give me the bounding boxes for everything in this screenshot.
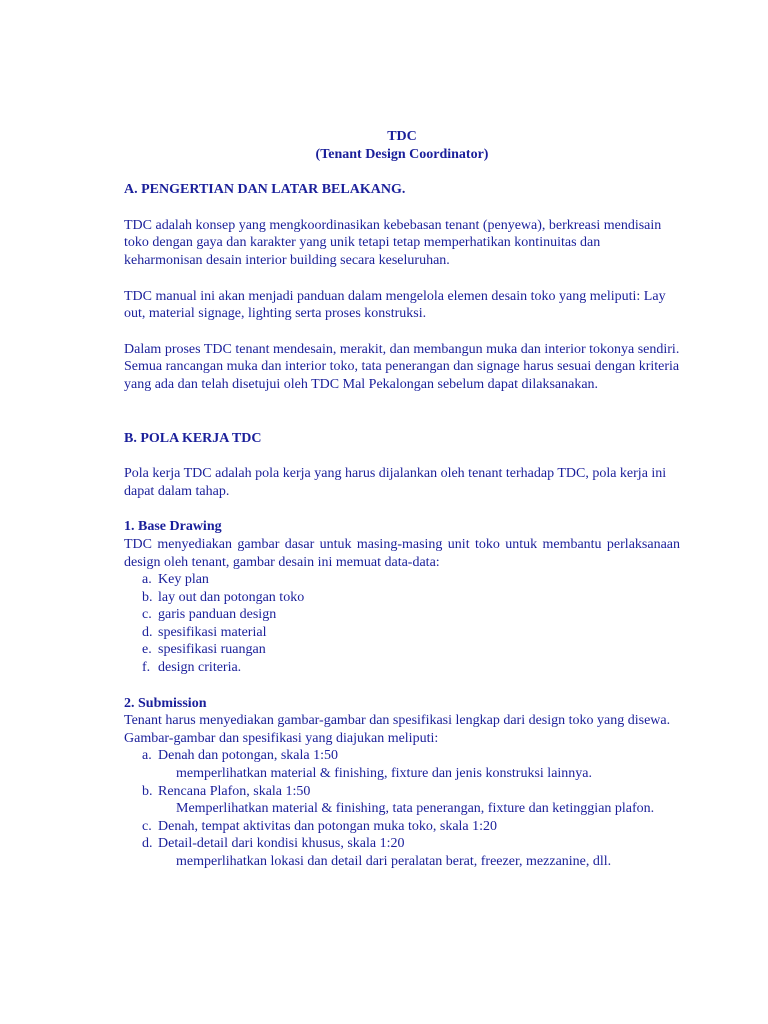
list-item-detail: memperlihatkan lokasi dan detail dari peralatan berat, freezer, mezzanine, dll. bbox=[176, 854, 612, 869]
base-drawing-text: TDC menyediakan gambar dasar untuk masing-masing unit toko untuk membantu perlaksanaan design oleh tenant, gambar desain ini memuat data-data: bbox=[124, 536, 680, 570]
document-body bbox=[124, 128, 680, 871]
list-marker: d. bbox=[142, 624, 153, 640]
list-marker: d. bbox=[142, 836, 153, 852]
list-item bbox=[142, 571, 680, 589]
list-item bbox=[142, 589, 680, 607]
submission-list bbox=[124, 747, 680, 870]
submission-heading: 2. Submission bbox=[124, 695, 207, 711]
list-item-detail: Memperlihatkan material & finishing, tata penerangan, fixture dan ketinggian plafon. bbox=[176, 801, 655, 817]
section-b-heading: B. POLA KERJA TDC bbox=[124, 430, 262, 446]
list-item-text: Key plan bbox=[158, 572, 209, 588]
list-item bbox=[142, 818, 680, 836]
list-marker: f. bbox=[142, 660, 151, 676]
section-a-para-1: TDC adalah konsep yang mengkoordinasikan kebebasan tenant (penyewa), berkreasi mendisain toko dengan gaya dan karakter yang unik tetapi tetap memperhatikan kontinuitas dan keharmonisan desain interior building secara keseluruhan. bbox=[124, 217, 662, 268]
list-item-text: lay out dan potongan toko bbox=[158, 589, 305, 605]
list-item-text: spesifikasi material bbox=[158, 624, 267, 640]
list-item-text: Rencana Plafon, skala 1:50 bbox=[158, 783, 311, 799]
list-item bbox=[142, 659, 680, 677]
list-item bbox=[142, 783, 680, 801]
list-item-text: spesifikasi ruangan bbox=[158, 642, 266, 658]
list-marker: b. bbox=[142, 589, 153, 605]
list-item bbox=[142, 747, 680, 765]
list-item-text: Denah, tempat aktivitas dan potongan muka toko, skala 1:20 bbox=[158, 818, 498, 834]
section-b-intro: Pola kerja TDC adalah pola kerja yang harus dijalankan oleh tenant terhadap TDC, pola kerja ini dapat dalam tahap. bbox=[124, 466, 667, 499]
base-drawing-list bbox=[124, 571, 680, 677]
list-marker: b. bbox=[142, 783, 153, 799]
list-item bbox=[142, 624, 680, 642]
list-marker: c. bbox=[142, 818, 152, 834]
list-marker: a. bbox=[142, 748, 152, 764]
section-a-heading: A. PENGERTIAN DAN LATAR BELAKANG. bbox=[124, 182, 406, 198]
list-item-text: design criteria. bbox=[158, 660, 242, 676]
list-item bbox=[142, 641, 680, 659]
doc-subtitle: (Tenant Design Coordinator) bbox=[315, 146, 489, 162]
list-marker: e. bbox=[142, 642, 152, 658]
list-item-text: garis panduan design bbox=[158, 607, 277, 623]
list-item-text: Denah dan potongan, skala 1:50 bbox=[158, 748, 339, 764]
section-a-para-2: TDC manual ini akan menjadi panduan dalam mengelola elemen desain toko yang meliputi: Lay out, material signage, lighting serta proses konstruksi. bbox=[124, 288, 666, 322]
list-marker: c. bbox=[142, 607, 152, 623]
list-item bbox=[142, 835, 680, 853]
list-item-text: Detail-detail dari kondisi khusus, skala 1:20 bbox=[158, 836, 405, 852]
list-marker: a. bbox=[142, 572, 152, 588]
submission-text: Tenant harus menyediakan gambar-gambar dan spesifikasi lengkap dari design toko yang disewa. bbox=[124, 713, 671, 729]
list-item-detail: memperlihatkan material & finishing, fixture dan jenis konstruksi lainnya. bbox=[176, 766, 593, 782]
submission-text-2: Gambar-gambar dan spesifikasi yang diajukan meliputi: bbox=[124, 730, 439, 746]
doc-title: TDC bbox=[387, 129, 417, 144]
list-item bbox=[142, 606, 680, 624]
base-drawing-heading: 1. Base Drawing bbox=[124, 519, 222, 535]
section-a-para-3: Dalam proses TDC tenant mendesain, merakit, dan membangun muka dan interior tokonya sendiri. Semua rancangan muka dan interior toko, tata penerangan dan signage harus sesuai dengan kriteria yang ada dan telah disetujui oleh TDC Mal Pekalongan sebelum dapat dilaksanakan. bbox=[124, 341, 680, 392]
